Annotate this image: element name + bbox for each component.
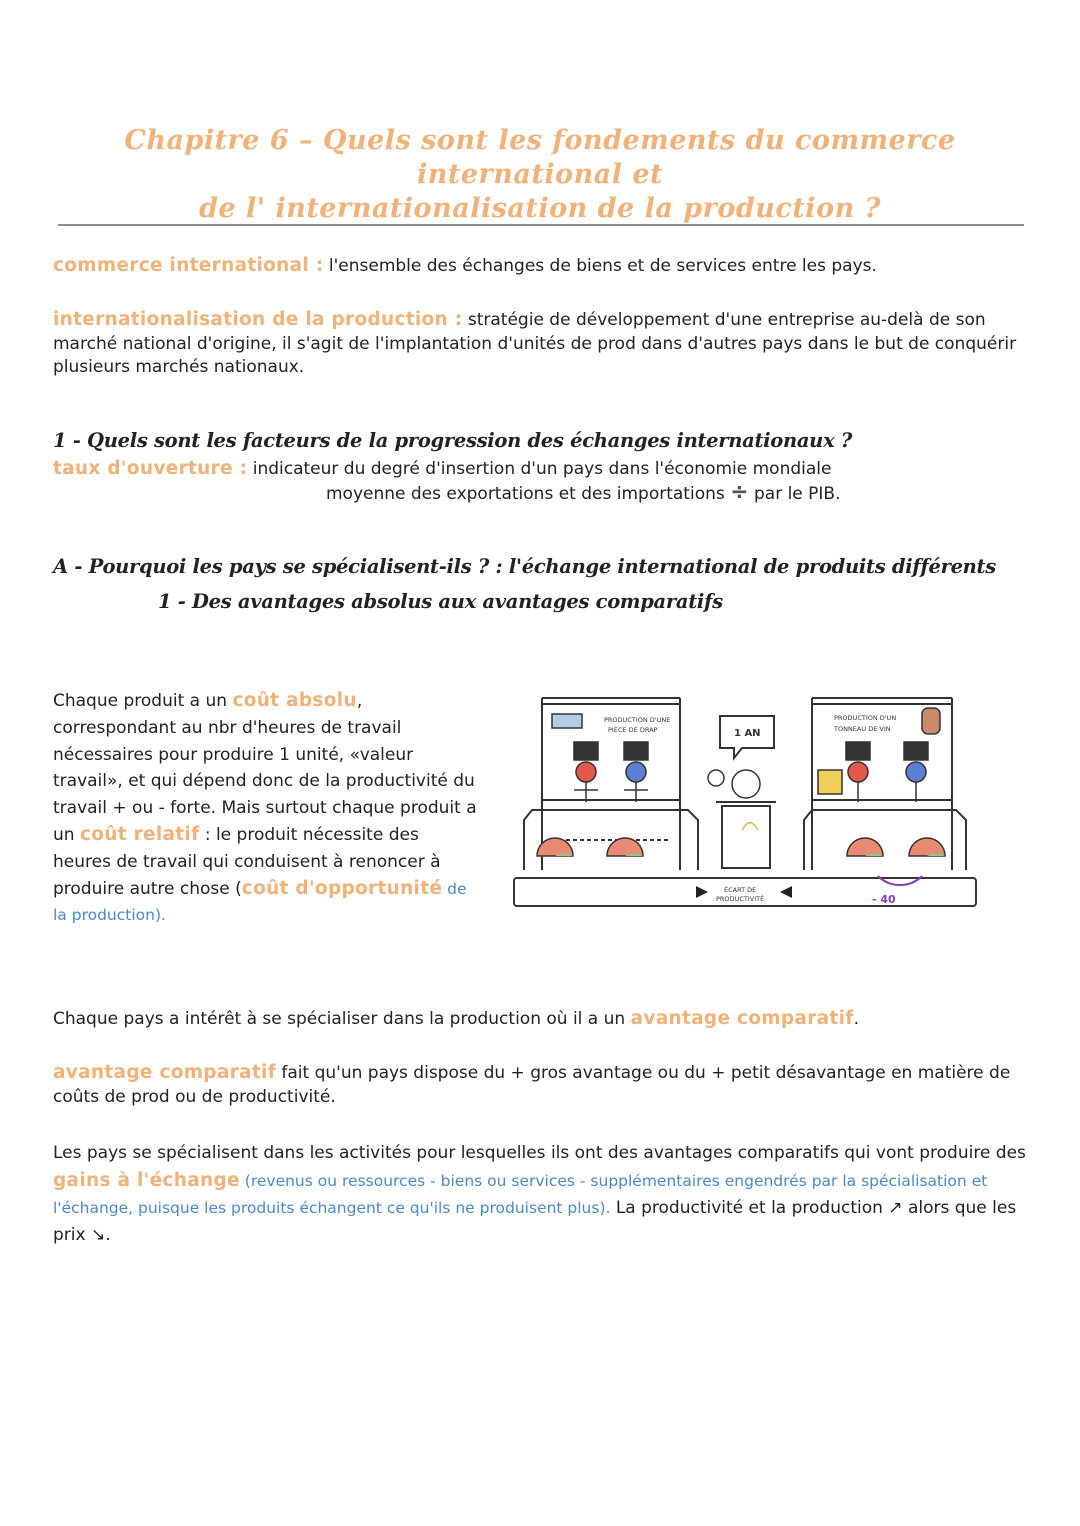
left-sign-text-1: PRODUCTION D'UNE [604,716,671,724]
gauge-icon [909,838,945,856]
definition-commerce-international [53,254,1033,279]
term-taux-ouverture: taux d'ouverture : [53,458,248,479]
text-run: , correspondant au nbr d'heures de travail nécessaires pour produire 1 unité, «valeur travail», et qui dépend donc de la productivité du travail + ou - forte. Mais surtout chaque produit a un [53,691,477,845]
bubble-text: 1 AN [734,728,761,739]
term-commerce-international: commerce international : [53,255,324,276]
term-cout-relatif: coût relatif [79,823,200,845]
text-run: Les pays se spécialisent dans les activités pour lesquelles ils ont des avantages comparatifs qui vont produire des [53,1143,1026,1163]
section-1-heading: 1 - Quels sont les facteurs de la progression des échanges internationaux ? [53,429,853,452]
formula-numerator: moyenne des exportations et des importations [326,484,725,504]
band-text-2: PRODUCTIVITÉ [716,895,765,903]
gauges [537,838,945,856]
formula-taux-ouverture [326,481,926,507]
term-avantage-comparatif: avantage comparatif [53,1062,276,1083]
definition-avantage-comparatif [53,1061,1028,1109]
left-sign-text-2: PIÈCE DE DRAP [608,726,658,734]
formula-denominator: par le PIB. [753,484,841,504]
laurel-icon [742,823,758,831]
barrel-icon [922,708,940,734]
definition-text: fait qu'un pays dispose du + gros avantage ou du + petit désavantage en matière de coûts de prod ou de productivité. [53,1063,1011,1107]
text-run: Chaque produit a un [53,691,233,711]
chapter-title-line2: de l' internationalisation de la production ? [199,193,881,224]
term-gains-echange: gains à l'échange [53,1170,240,1191]
definition-internationalisation [53,308,1028,380]
podium [716,802,776,868]
chapter-title-line1: Chapitre 6 – Quels sont les fondements du commerce international et [124,125,956,190]
right-sign-text-1: PRODUCTION D'UN [834,714,897,722]
top-hat-icon [846,742,870,760]
text-run: : le produit nécessite des heures de travail qui conduisent à renoncer à produire autre chose ( [53,824,441,899]
cloth-icon [552,714,582,728]
title-divider [58,224,1024,226]
text-run: Chaque pays a intérêt à se spécialiser dans la production où il a un [53,1009,631,1029]
note-blue: (revenus ou ressources - biens ou services - supplémentaires engendrés par la spécialisation et l'échange, puisque les produits échangent ce qu'ils ne produisent plus). [53,1172,988,1217]
term-avantage-comparatif: avantage comparatif [630,1008,854,1029]
definition-text: indicateur du degré d'insertion d'un pays dans l'économie mondiale [247,459,832,479]
section-a-heading: A - Pourquoi les pays se spécialisent-ils ? : l'échange international de produits différents [53,555,996,578]
paragraph-specialisation [53,1007,1053,1032]
term-cout-opportunite: coût d'opportunité [241,877,443,899]
definition-taux-ouverture [53,457,1053,482]
top-hat-icon [904,742,928,760]
top-hat-icon [624,742,648,760]
text-run: . [853,1009,859,1029]
division-icon: ÷ [730,480,749,505]
trophy-icon [818,770,842,794]
top-hat-icon [574,742,598,760]
illustration-productivity-comparison [512,690,980,914]
stopwatch-icon [708,770,724,786]
definition-text: stratégie de développement d'une entreprise au-delà de son marché national d'origine, il s'agit de l'implantation d'unités de prod dans d'autres pays dans le but de conquérir plusieurs marchés nationaux. [53,310,1017,377]
paragraph-cout-absolu [53,688,478,929]
definition-text: l'ensemble des échanges de biens et de services entre les pays. [323,256,877,276]
chapter-title [40,124,1040,226]
band-text-1: ÉCART DE [724,886,757,894]
text-run: La productivité et la production ↗ alors que les prix ↘. [53,1198,1017,1245]
paragraph-gains-echange [53,1140,1033,1249]
presenter-icon [732,770,760,798]
term-internationalisation: internationalisation de la production : [53,309,463,330]
gauge-icon [847,838,883,856]
right-sign-text-2: TONNEAU DE VIN [834,725,891,733]
minus-value: - 40 [872,893,896,906]
term-cout-absolu: coût absolu [232,690,357,711]
note-blue: de la production). [53,879,467,925]
section-a1-heading: 1 - Des avantages absolus aux avantages comparatifs [158,590,723,613]
